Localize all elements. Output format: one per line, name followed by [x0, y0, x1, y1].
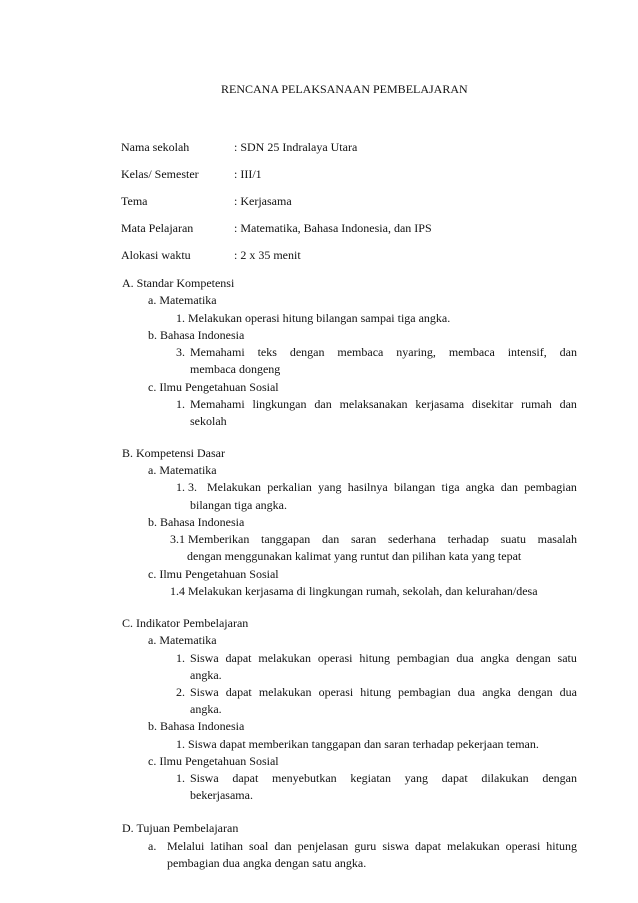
section-b-heading: B. Kompetensi Dasar — [122, 446, 225, 460]
section-c-ips-item-continuation: bekerjasama. — [190, 788, 253, 802]
word: melaksanakan — [339, 397, 408, 411]
school-name-value: : SDN 25 Indralaya Utara — [234, 140, 358, 154]
section-c-indo-item: 1. Siswa dapat memberikan tanggapan dan saran terhadap pekerjaan teman. — [176, 737, 539, 751]
word: hitung — [546, 839, 577, 853]
section-c-math-item1-number: 1. — [176, 651, 185, 665]
section-c-ips-item-line — [190, 771, 577, 785]
class-semester-label: Kelas/ Semester — [121, 167, 199, 181]
word: yang — [318, 480, 342, 494]
word: dengan — [542, 771, 577, 785]
word: hitung — [359, 651, 391, 665]
section-b-math-item-continuation: bilangan tiga angka. — [190, 498, 287, 512]
word: Melakukan — [207, 480, 261, 494]
word: operasi — [317, 651, 353, 665]
word: Memahami — [190, 397, 245, 411]
section-a-indo-item-continuation: membaca dongeng — [190, 362, 281, 376]
word: pembagian — [524, 480, 577, 494]
school-name-label: Nama sekolah — [121, 140, 190, 154]
subject-label: Mata Pelajaran — [121, 221, 194, 235]
word: kerjasama — [415, 397, 465, 411]
section-a-math-label: a. Matematika — [148, 293, 217, 307]
word: dan — [559, 397, 577, 411]
word: soal — [248, 839, 269, 853]
section-a-ips-item-number: 1. — [176, 397, 185, 411]
word: teks — [257, 345, 277, 359]
section-a-ips-item-continuation: sekolah — [190, 414, 227, 428]
word: latihan — [210, 839, 243, 853]
section-b-indo-item-continuation: dengan menggunakan kalimat yang runtut dan pilihan kata yang tepat — [187, 549, 522, 563]
word: dan — [321, 532, 340, 546]
section-b-ips-label: c. Ilmu Pengetahuan Sosial — [148, 567, 279, 581]
section-a-indo-item-number: 3. — [176, 345, 185, 359]
time-allocation-label: Alokasi waktu — [121, 248, 191, 262]
class-semester-value: : III/1 — [234, 167, 262, 181]
section-a-ips-item-line — [190, 397, 577, 411]
word: operasi — [505, 839, 541, 853]
word: lingkungan — [252, 397, 307, 411]
section-c-heading: C. Indikator Pembelajaran — [122, 616, 249, 630]
word: melakukan — [446, 839, 500, 853]
word: intensif, — [507, 345, 547, 359]
word: bilangan — [393, 480, 436, 494]
section-a-math-item: 1. Melakukan operasi hitung bilangan sampai tiga angka. — [176, 311, 451, 325]
word: perkalian — [267, 480, 312, 494]
word: saran — [350, 532, 377, 546]
word: Siswa — [190, 651, 219, 665]
word: dengan — [289, 345, 325, 359]
word: masalah — [537, 532, 577, 546]
word: rumah — [521, 397, 552, 411]
word: menyebutkan — [272, 771, 337, 785]
word: tiga — [441, 480, 460, 494]
word: pembagian — [398, 685, 451, 699]
section-a-ips-label: c. Ilmu Pengetahuan Sosial — [148, 380, 279, 394]
section-c-math-label: a. Matematika — [148, 633, 217, 647]
section-d-heading: D. Tujuan Pembelajaran — [122, 821, 239, 835]
section-c-ips-label: c. Ilmu Pengetahuan Sosial — [148, 754, 279, 768]
word: dua — [456, 651, 474, 665]
word: membaca — [337, 345, 384, 359]
section-c-math-item1-continuation: angka. — [190, 668, 222, 682]
section-c-indo-label: b. Bahasa Indonesia — [148, 719, 245, 733]
section-a-heading: A. Standar Kompetensi — [122, 276, 235, 290]
word: dapat — [414, 839, 441, 853]
word: penjelasan — [297, 839, 349, 853]
word: dan — [559, 345, 577, 359]
section-c-math-item2-line — [190, 685, 577, 699]
section-d-item-continuation: pembagian dua angka dengan satu angka. — [167, 856, 367, 870]
word: dua — [457, 685, 476, 699]
word: Siswa — [190, 771, 219, 785]
theme-value: : Kerjasama — [234, 194, 292, 208]
word: guru — [354, 839, 377, 853]
section-a-indo-label: b. Bahasa Indonesia — [148, 328, 245, 342]
word: sederhana — [387, 532, 436, 546]
word: membaca — [448, 345, 495, 359]
word: melakukan — [258, 651, 312, 665]
word: nyaring, — [396, 345, 436, 359]
word: dengan — [516, 651, 551, 665]
time-allocation-value: : 2 x 35 menit — [234, 248, 301, 262]
section-d-item-line — [167, 839, 577, 853]
word: angka — [482, 685, 511, 699]
word: dilakukan — [481, 771, 529, 785]
word: dapat — [225, 651, 252, 665]
word: suatu — [500, 532, 526, 546]
section-c-math-item2-continuation: angka. — [190, 702, 222, 716]
word: dan — [500, 480, 519, 494]
section-a-indo-item-line — [190, 345, 577, 359]
word: melakukan — [258, 685, 312, 699]
subject-value: : Matematika, Bahasa Indonesia, dan IPS — [234, 221, 432, 235]
word: dapat — [225, 685, 252, 699]
word: dua — [559, 685, 577, 699]
section-b-indo-label: b. Bahasa Indonesia — [148, 515, 245, 529]
word: angka — [465, 480, 495, 494]
word: kegiatan — [350, 771, 391, 785]
word: disekitar — [471, 397, 514, 411]
word: Melalui — [167, 839, 205, 853]
word: pembagian — [396, 651, 450, 665]
word: dengan — [517, 685, 553, 699]
word: yang — [404, 771, 428, 785]
word: 3.1 Memberikan — [170, 532, 250, 546]
word: Siswa — [190, 685, 219, 699]
word: satu — [557, 651, 577, 665]
section-c-math-item2-number: 2. — [176, 685, 185, 699]
word: dan — [274, 839, 292, 853]
word: dapat — [232, 771, 259, 785]
document-title: RENCANA PELAKSANAAN PEMBELAJARAN — [221, 82, 468, 96]
section-b-math-item-line — [207, 480, 577, 494]
section-b-indo-item-line — [170, 532, 577, 546]
word: tanggapan — [260, 532, 311, 546]
word: Memahami — [190, 345, 245, 359]
section-b-math-label: a. Matematika — [148, 463, 217, 477]
theme-label: Tema — [121, 194, 148, 208]
section-b-ips-item: 1.4 Melakukan kerjasama di lingkungan rumah, sekolah, dan kelurahan/desa — [170, 584, 538, 598]
word: dapat — [441, 771, 468, 785]
word: dan — [314, 397, 332, 411]
section-c-math-item1-line — [190, 651, 577, 665]
word: hasilnya — [347, 480, 388, 494]
section-d-item-label: a. — [148, 839, 157, 853]
section-c-ips-item-number: 1. — [176, 771, 185, 785]
word: angka — [480, 651, 510, 665]
section-b-math-item-number: 1. 3. — [176, 480, 197, 494]
word: operasi — [318, 685, 354, 699]
word: terhadap — [447, 532, 489, 546]
word: siswa — [382, 839, 409, 853]
word: hitung — [360, 685, 391, 699]
